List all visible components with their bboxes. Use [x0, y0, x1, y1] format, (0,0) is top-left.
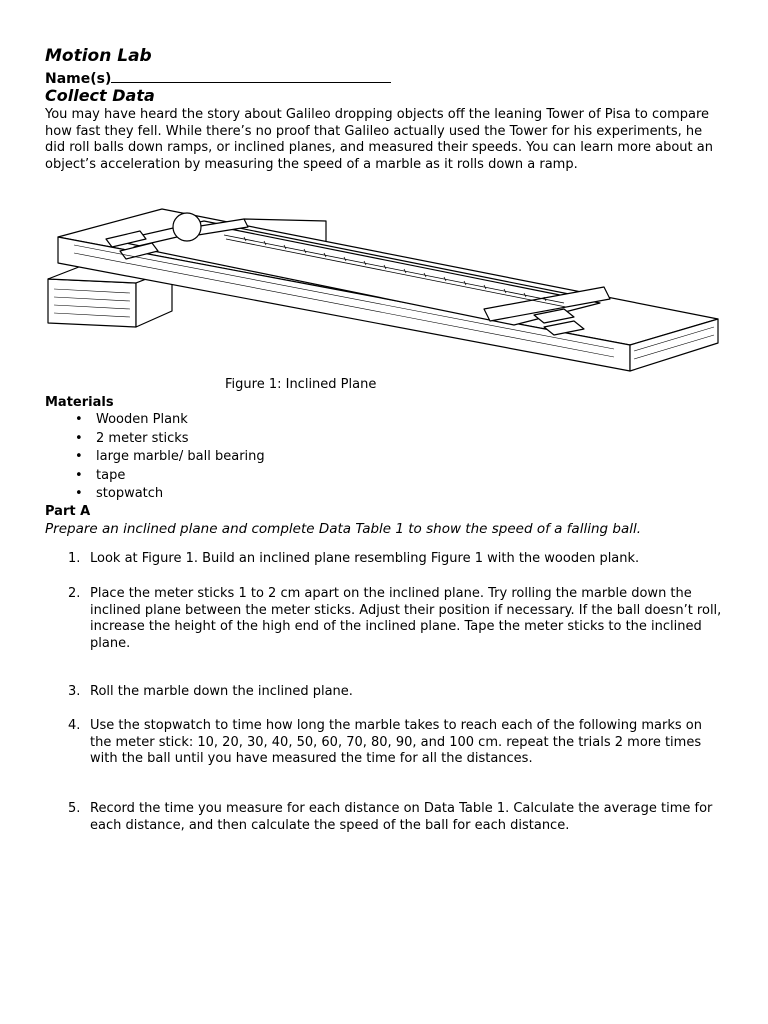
- step-item: [45, 801, 725, 834]
- materials-heading: Materials: [45, 395, 114, 410]
- intro-paragraph: You may have heard the story about Galileo dropping objects off the leaning Tower of Pisa to compare how fast they fell. While there’s no proof that Galileo actually used the Tower for his experiments, he did roll balls down ramps, or inclined planes, and measured their speeds. You can learn more about an object’s acceleration by measuring the speed of a marble as it rolls down a ramp.: [45, 107, 713, 172]
- part-a-heading: Part A: [45, 504, 91, 519]
- list-item: • tape: [45, 467, 265, 486]
- bullet-icon: •: [75, 430, 83, 446]
- name-field-line: [45, 68, 391, 88]
- step-number: 1.: [68, 551, 81, 566]
- list-item: • large marble/ ball bearing: [45, 448, 265, 467]
- step-number: 5.: [68, 801, 81, 816]
- step-number: 2.: [68, 586, 81, 601]
- figure-caption: Figure 1: Inclined Plane: [225, 377, 377, 392]
- step-text: Look at Figure 1. Build an inclined plane resembling Figure 1 with the wooden plank.: [90, 551, 640, 566]
- support-block-front: [48, 279, 136, 327]
- step-text: Roll the marble down the inclined plane.: [90, 684, 353, 699]
- inclined-plane-illustration: [44, 205, 722, 377]
- step-number: 3.: [68, 684, 81, 699]
- marble: [173, 213, 201, 241]
- step-item: [45, 586, 725, 652]
- step-item: [45, 718, 725, 768]
- bullet-icon: •: [75, 467, 83, 483]
- materials-list: [45, 411, 265, 504]
- bullet-icon: •: [75, 412, 83, 427]
- section-title: Collect Data: [45, 86, 155, 105]
- bullet-icon: •: [75, 449, 83, 464]
- name-label: Name(s): [45, 71, 112, 87]
- step-text: Place the meter sticks 1 to 2 cm apart on the inclined plane. Try rolling the marble down the inclined plane between the meter sticks. Adjust their position if necessary. If the ball doesn’t roll, increase the height of the high end of the inclined plane. Tape the meter sticks to the inclined plane.: [90, 586, 722, 651]
- step-number: 4.: [68, 718, 81, 733]
- document-title: Motion Lab: [45, 46, 152, 66]
- list-item: • 2 meter sticks: [45, 430, 265, 449]
- part-a-description: Prepare an inclined plane and complete Data Table 1 to show the speed of a falling ball.: [45, 521, 642, 537]
- step-text: Use the stopwatch to time how long the marble takes to reach each of the following marks on the meter stick: 10, 20, 30, 40, 50, 60, 70, 80, 90, and 100 cm. repeat the trials 2 more times with the ball until you have measured the time for all the distances.: [90, 718, 702, 766]
- bullet-icon: •: [75, 486, 83, 501]
- inclined-plane-figure: [44, 205, 722, 377]
- name-blank-line: [111, 68, 391, 83]
- step-item: [45, 551, 725, 568]
- step-text: Record the time you measure for each distance on Data Table 1. Calculate the average time for each distance, and then calculate the speed of the ball for each distance.: [90, 801, 713, 833]
- list-item: • Wooden Plank: [45, 411, 265, 430]
- list-item: • stopwatch: [45, 485, 265, 504]
- step-item: [45, 684, 725, 701]
